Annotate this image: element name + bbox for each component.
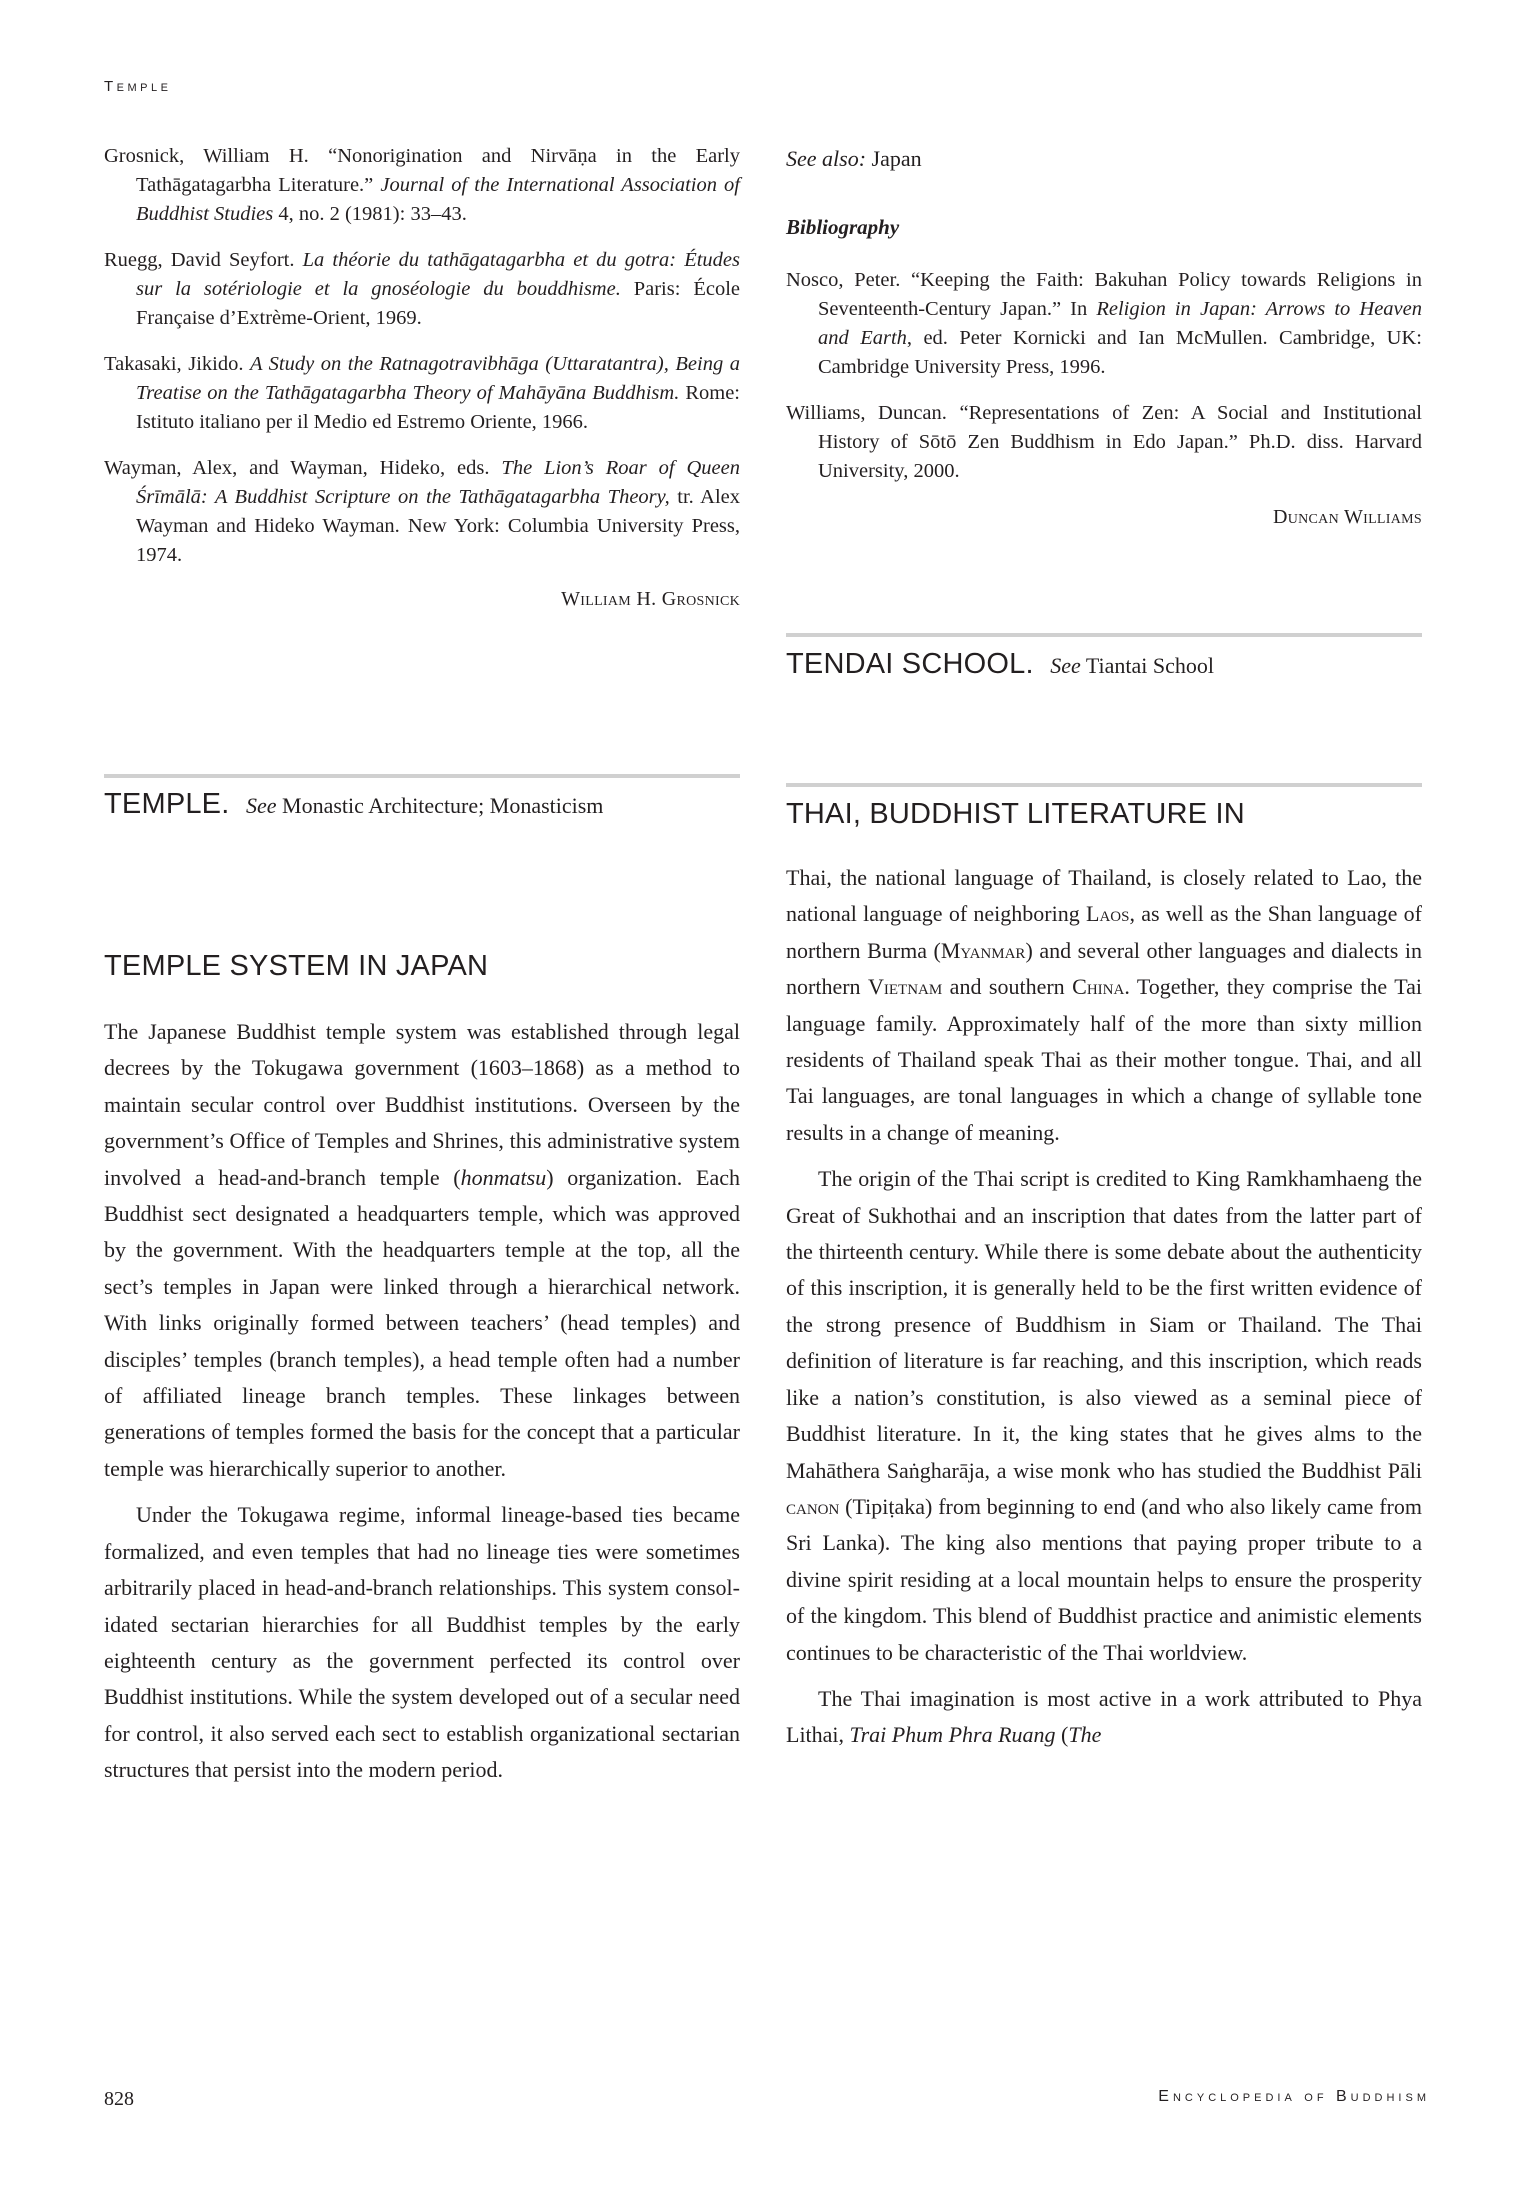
entry-heading-tendai (786, 648, 1214, 681)
entry-heading-temple-system: TEMPLE SYSTEM IN JAPAN (104, 950, 489, 982)
bib-author: Nosco, Peter. (786, 269, 901, 291)
see-also-link[interactable]: Japan (871, 146, 922, 171)
bib-title: “Keeping the Faith: Bakuhan Policy towards Religions in Seventeenth-Century Japan.” In (818, 269, 1422, 320)
paragraph-text: ( (1055, 1722, 1069, 1748)
book-title: Encyclopedia of Buddhism (1158, 2088, 1430, 2105)
bib-spacer (490, 457, 502, 479)
bib-author: Wayman, Alex, and Wayman, Hideko, eds. (104, 457, 490, 479)
bib-author: Grosnick, William H. (104, 145, 309, 167)
bib-details: Rome: Istituto italiano per il Medio ed Estremo Oriente, 1966. (136, 382, 740, 433)
bibliography (786, 266, 1422, 529)
cross-reference-link[interactable]: China (1072, 974, 1125, 1000)
bib-book-title: Religion in Japan: Arrows to Heaven and Earth (818, 298, 1423, 349)
bib-journal: Journal of the International Association of Buddhist Studies (136, 174, 741, 225)
italic-title: The (1068, 1722, 1102, 1748)
cross-reference-link[interactable]: Vietnam (868, 974, 943, 1000)
italic-title: Trai Phum Phra Ruang (849, 1722, 1056, 1748)
paragraph-text: , as well as the Shan language of northern Burma ( (786, 901, 1422, 963)
paragraph-text: The Japanese Buddhist temple system was established through legal decrees by the Tokugawa government (1603–1868) as a method to maintain secular control over Buddhist institutions. Overseen by the government’s Office of Temples and Shrines, this administrative system involved a head-and-branch temple ( (104, 1019, 740, 1190)
paragraph-text: Thai, the national language of Thailand, is closely related to Lao, the national language of neighboring (786, 865, 1422, 927)
section-divider (786, 783, 1422, 787)
bib-details: tr. Alex Wayman and Hideko Wayman. New York: Columbia University Press, 1974. (136, 486, 740, 566)
bib-entry (104, 350, 740, 437)
entry-body-temple-system (104, 1014, 740, 1789)
paragraph-text: The Thai imagination is most active in a work attributed to Phya Lithai, (786, 1685, 1422, 1748)
section-divider (104, 774, 740, 778)
headword: TENDAI SCHOOL. (786, 648, 1034, 680)
paragraph-text: (Tipiṭaka) from beginning to end (and who also likely came from Sri Lanka). The king also mentions that paying proper tribute to a divine spirit residing at a local mountain helps to ensure the prosperity of the kingdom. This blend of Buddhist practice and animistic elements continues to be characteristic of the Thai worldview. (786, 1493, 1422, 1665)
body-paragraph (786, 860, 1422, 1151)
cross-reference (246, 793, 603, 818)
headword: TEMPLE. (104, 788, 230, 820)
running-head: Temple (104, 78, 172, 95)
bib-title: “Representations of Zen: A Social and Institutional History of Sōtō Zen Buddhism in Edo Japan.” Ph.D. diss. Harvard University, 2000. (818, 402, 1422, 482)
author-signature: Duncan Williams (1272, 506, 1422, 528)
section-divider (786, 633, 1422, 637)
bib-book-title: La théorie du tathāgatagarbha et du gotra: Études sur la sotériologie et la gnoséologie du bouddhisme. (136, 249, 740, 300)
bibliography-heading: Bibliography (786, 215, 900, 239)
body-paragraph: Under the Tokugawa regime, informal lineage-based ties became formalized, and even temples that had no lineage ties were sometimes arbitrarily placed in head-and-branch relationships. This system consolidated sectarian hierarchies for all Buddhist temples by the early eighteenth century as the government perfected its control over Buddhist institutions. While the system developed out of a secular need for control, it also served each sect to establish organizational sectarian structures that persist into the modern period. (104, 1502, 740, 1783)
bib-author: Williams, Duncan. (786, 402, 947, 424)
bib-entry (104, 246, 740, 333)
entry-heading-thai: THAI, BUDDHIST LITERATURE IN (786, 798, 1245, 830)
bib-book-title: A Study on the Ratnagotravibhāga (Uttaratantra), Being a Treatise on the Tathāgatagarbha Theory of Mahāyāna Buddhism. (136, 353, 740, 404)
entry-body-thai (786, 860, 1422, 1754)
paragraph-text: The origin of the Thai script is credited to King Ramkhamhaeng the Great of Sukhothai and an inscription that dates from the latter part of the thirteenth century. While there is some debate about the authenticity of this inscription, it is generally held to be the first written evidence of the strong presence of Buddhism in Siam or Thailand. The Thai definition of literature is far reaching, and this inscription, which reads like a nation’s constitution, is also viewed as a seminal piece of Buddhist literature. In it, the king states that he gives alms to the Mahāthera Saṅgharāja, a wise monk who has studied the Buddhist Pāli (786, 1166, 1422, 1483)
bib-details: 4, no. 2 (1981): 33–43. (273, 203, 467, 225)
paragraph-text: ) and several other languages and dialects in northern (786, 937, 1422, 1000)
paragraph-text: and southern (942, 974, 1073, 1000)
bib-spacer (295, 249, 303, 271)
bib-title: “Nonorigination and Nirvāṇa in the Early Tathāgatagarbha Literature.” (136, 145, 740, 196)
bib-book-title: The Lion’s Roar of Queen Śrīmālā: A Buddhist Scripture on the Tathāgatagarbha Theory, (136, 457, 741, 508)
bib-details: , ed. Peter Kornicki and Ian McMullen. Cambridge, UK: Cambridge University Press, 1996. (818, 327, 1422, 378)
bib-details: Paris: École Française d’Extrème-Orient, 1969. (136, 278, 740, 329)
see-also-label: See also: (786, 146, 867, 171)
author-signature: William H. Grosnick (561, 588, 740, 610)
cross-reference-link[interactable]: Monastic Architecture; Monasticism (282, 793, 604, 818)
bib-entry (104, 142, 740, 229)
see-label: See (246, 793, 277, 818)
cross-reference-link[interactable]: canon (786, 1493, 840, 1519)
page-number: 828 (104, 2088, 134, 2110)
bib-entry (786, 399, 1422, 486)
italic-term: honmatsu (460, 1164, 547, 1190)
bibliography-continued (104, 142, 740, 611)
paragraph-text: . Together, they comprise the Tai language family. Approximately half of the more than sixty million residents of Thailand speak Thai as their mother tongue. Thai, and all Tai languages, are tonal languages in which a change of syllable tone results in a change of meaning. (786, 974, 1422, 1145)
cross-reference-link[interactable]: Myanmar (940, 937, 1026, 963)
bib-entry (104, 454, 740, 570)
cross-reference (1050, 653, 1214, 678)
cross-reference-link[interactable]: Laos (1086, 901, 1130, 927)
entry-heading-temple (104, 788, 603, 821)
cross-reference-link[interactable]: Tiantai School (1085, 653, 1215, 678)
paragraph-text: ) organization. Each Buddhist sect designated a headquarters temple, which was approved by the government. With the headquarters temple at the top, all the sect’s temples in Japan were linked through a hierarchical network. With links originally formed between teachers’ (head temples) and disciples’ temples (branch temples), a head temple often had a number of affiliated lineage branch temples. These linkages between generations of temples formed the basis for the concept that a particular temple was hierarchically superior to another. (104, 1164, 740, 1481)
bib-entry (786, 266, 1422, 382)
see-label: See (1050, 653, 1081, 678)
bib-author: Ruegg, David Seyfort. (104, 249, 295, 271)
body-paragraph (786, 1161, 1422, 1671)
see-also (786, 146, 922, 172)
body-paragraph (104, 1014, 740, 1487)
body-paragraph (786, 1681, 1422, 1754)
bib-author: Takasaki, Jikido. (104, 353, 244, 375)
